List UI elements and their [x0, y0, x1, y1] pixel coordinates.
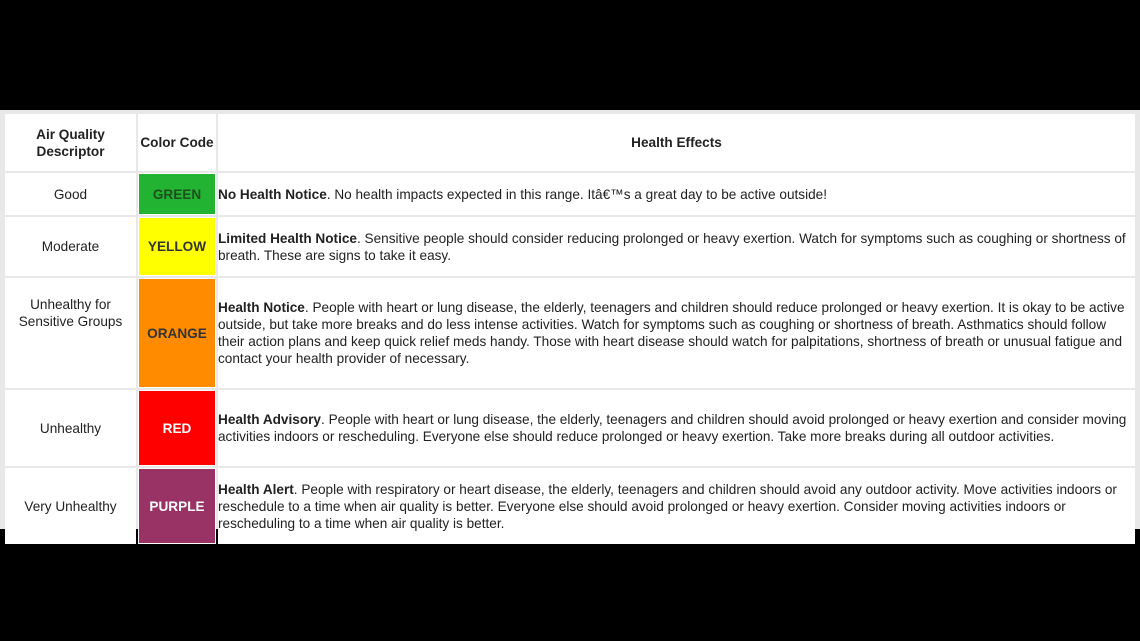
health-effects-cell [218, 390, 1135, 466]
effects-text: People with heart or lung disease, the elderly, teenagers and children should avoid prolonged or heavy exertion and consider moving activities indoors or rescheduling. Everyone else should reduce prolonged or heavy exertion. Take more breaks during all outdoor activities. [218, 412, 1127, 444]
health-effects-cell [218, 278, 1135, 388]
health-effects-cell [218, 217, 1135, 276]
color-code-cell: YELLOW [138, 217, 216, 276]
effects-text: No health impacts expected in this range. Itâ€™s a great day to be active outside! [334, 186, 828, 202]
table-row [5, 468, 1135, 544]
color-code-cell: GREEN [138, 173, 216, 215]
descriptor-cell: Good [5, 173, 136, 215]
header-descriptor: Air Quality Descriptor [5, 114, 136, 171]
descriptor-cell: Unhealthy for Sensitive Groups [5, 278, 136, 388]
notice-separator: . [326, 186, 335, 202]
table-row [5, 278, 1135, 388]
effects-text: Sensitive people should consider reducing prolonged or heavy exertion. Watch for symptoms such as coughing or shortness of breath. These are signs to take it easy. [218, 230, 1126, 263]
header-health-effects: Health Effects [218, 114, 1135, 171]
table-row [5, 173, 1135, 215]
aqi-table-frame [0, 110, 1140, 529]
notice-separator: . [356, 230, 365, 246]
table-row [5, 217, 1135, 276]
notice-title: Health Advisory [218, 412, 321, 427]
descriptor-cell: Very Unhealthy [5, 468, 136, 544]
aqi-table [3, 112, 1137, 546]
health-effects-cell [218, 173, 1135, 215]
notice-separator: . [293, 481, 302, 497]
notice-title: Health Notice [218, 300, 305, 315]
health-effects-cell [218, 468, 1135, 544]
color-code-cell: ORANGE [138, 278, 216, 388]
header-row [5, 114, 1135, 171]
color-code-cell: RED [138, 390, 216, 466]
effects-text: People with heart or lung disease, the elderly, teenagers and children should reduce prolonged or heavy exertion. It is okay to be active outside, but take more breaks and do less intense activities. Watch for symptoms such as coughing or shortness of breath. Asthmatics should follow their action plans and keep quick relief meds handy. Those with heart disease should watch for palpitations, shortness of breath or unusual fatigue and contact your health provider of necessary. [218, 300, 1125, 366]
notice-separator: . [321, 412, 329, 427]
table-row [5, 390, 1135, 466]
notice-title: Health Alert [218, 481, 294, 497]
notice-title: Limited Health Notice [218, 230, 357, 246]
effects-text: People with respiratory or heart disease, the elderly, teenagers and children should avoid any outdoor activity. Move activities indoors or reschedule to a time when air quality is better. Everyone else should avoid prolonged or heavy exertion. Consider moving activities indoors or rescheduling to a time when air quality is better. [218, 481, 1117, 531]
descriptor-cell: Moderate [5, 217, 136, 276]
header-color-code: Color Code [138, 114, 216, 171]
notice-title: No Health Notice [218, 186, 327, 202]
descriptor-cell: Unhealthy [5, 390, 136, 466]
color-code-cell: PURPLE [138, 468, 216, 544]
notice-separator: . [304, 300, 313, 315]
